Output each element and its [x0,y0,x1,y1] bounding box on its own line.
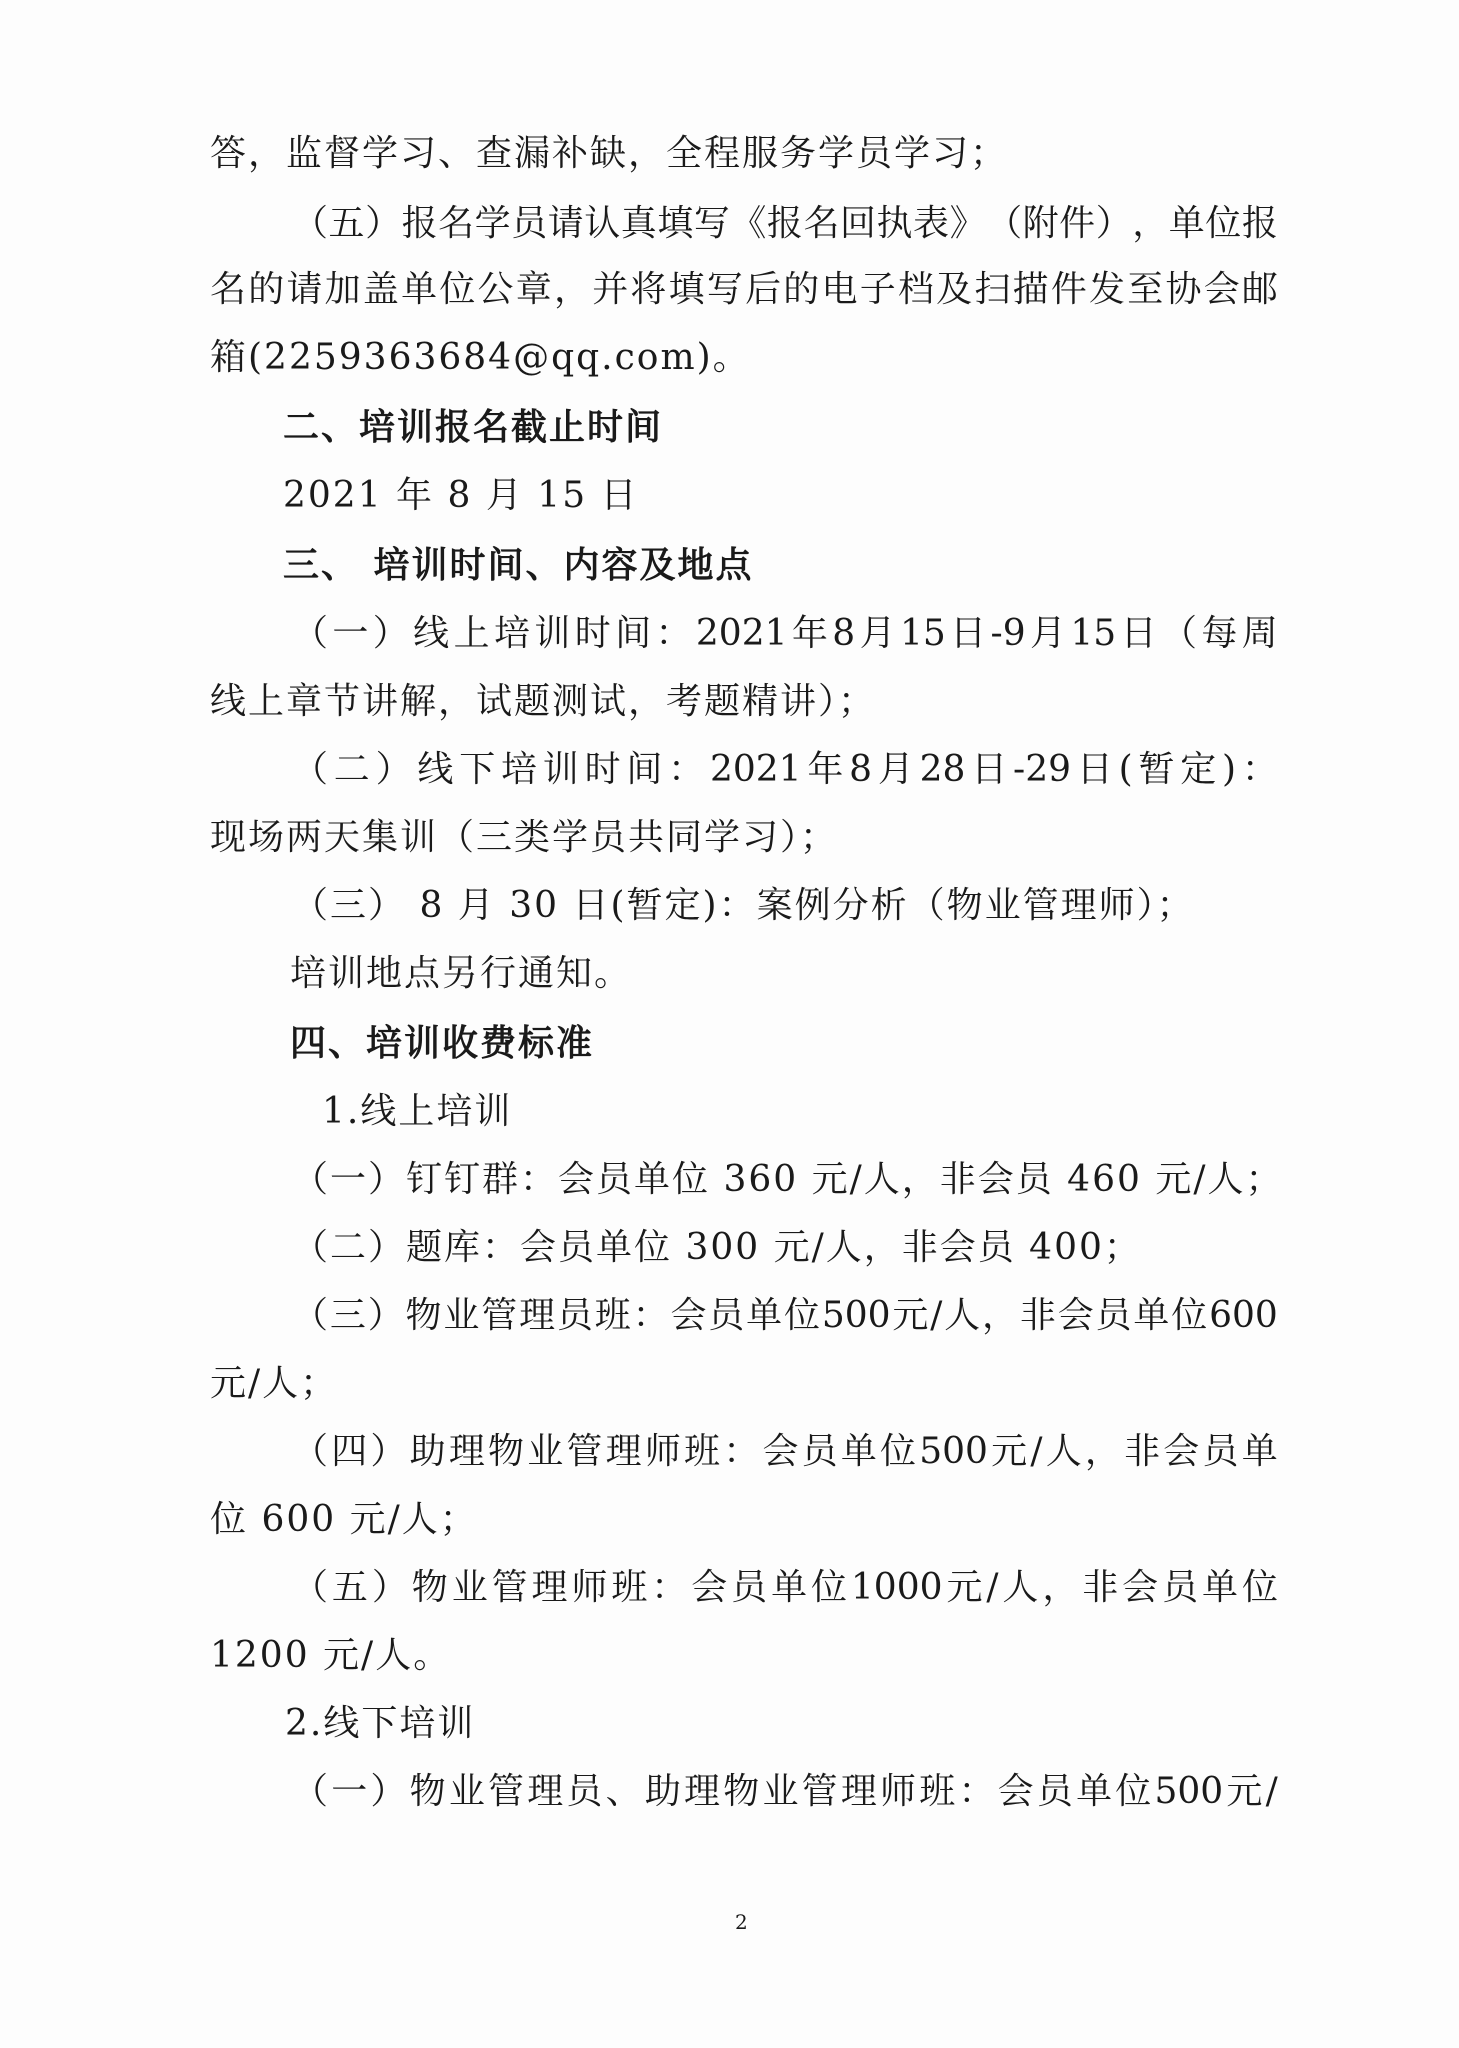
paragraph-line: 名 的 请 加 盖 单 位 公 章 ， 并 将 填 写 后 的 电 子 档 及 扫 描 件 发 至 协 会 邮 [210,269,1278,310]
subsection-heading: 1.线上培训 [322,1091,513,1132]
paragraph-line: （ 五 ） 报 名 学 员 请 认 真 填 写 《 报 名 回 执 表 》 （ 附 件 ） ， 单 位 报 [292,203,1278,244]
paragraph-line: （ 三 ） 物 业 管 理 员 班 ： 会 员 单 位 500 元 / 人 ， 非 会 员 单 位 600 [292,1295,1278,1336]
paragraph-line: 箱(2259363684@qq.com)。 [210,337,751,378]
paragraph-line: 位 600 元/人； [210,1499,478,1540]
paragraph-line: 1200 元/人。 [210,1635,452,1676]
paragraph-line: （三） 8 月 30 日(暂定)：案例分析（物业管理师）； [292,885,1195,926]
paragraph-line: 答，监督学习、查漏补缺，全程服务学员学习； [210,133,1009,174]
subsection-heading: 2.线下培训 [285,1703,476,1744]
paragraph-line: 线上章节讲解，试题测试，考题精讲）； [210,681,877,722]
paragraph-line: （ 五 ） 物 业 管 理 师 班 ： 会 员 单 位 1000 元 / 人 ， 非 会 员 单 位 [292,1567,1278,1608]
paragraph-line: （二）题库：会员单位 300 元/人，非会员 400； [292,1227,1142,1268]
page-number: 2 [735,1910,748,1934]
paragraph-line: （ 四 ） 助 理 物 业 管 理 师 班 ： 会 员 单 位 500 元 / 人 ， 非 会 员 单 [292,1431,1278,1472]
paragraph-line: 2021 年 8 月 15 日 [283,475,639,516]
paragraph-line: （ 二 ） 线 下 培 训 时 间 ： 2021 年 8 月 28 日 -29 日 ( 暂 定 ) ： [292,749,1278,790]
paragraph-line: 现场两天集训（三类学员共同学习）； [210,817,839,858]
paragraph-line: （ 一 ） 线 上 培 训 时 间 ： 2021 年 8 月 15 日 -9 月 15 日 （ 每 周 [292,613,1278,654]
section-heading: 四、培训收费标准 [290,1023,595,1064]
paragraph-line: 元/人； [210,1363,339,1404]
paragraph-line: （ 一 ） 物 业 管 理 员 、 助 理 物 业 管 理 师 班 ： 会 员 单 位 500 元 / [292,1771,1278,1812]
section-heading: 二、培训报名截止时间 [283,407,664,448]
section-heading: 三、 培训时间、内容及地点 [283,545,754,586]
paragraph-line: 培训地点另行通知。 [290,953,633,994]
paragraph-line: （一）钉钉群：会员单位 360 元/人，非会员 460 元/人； [292,1159,1284,1200]
